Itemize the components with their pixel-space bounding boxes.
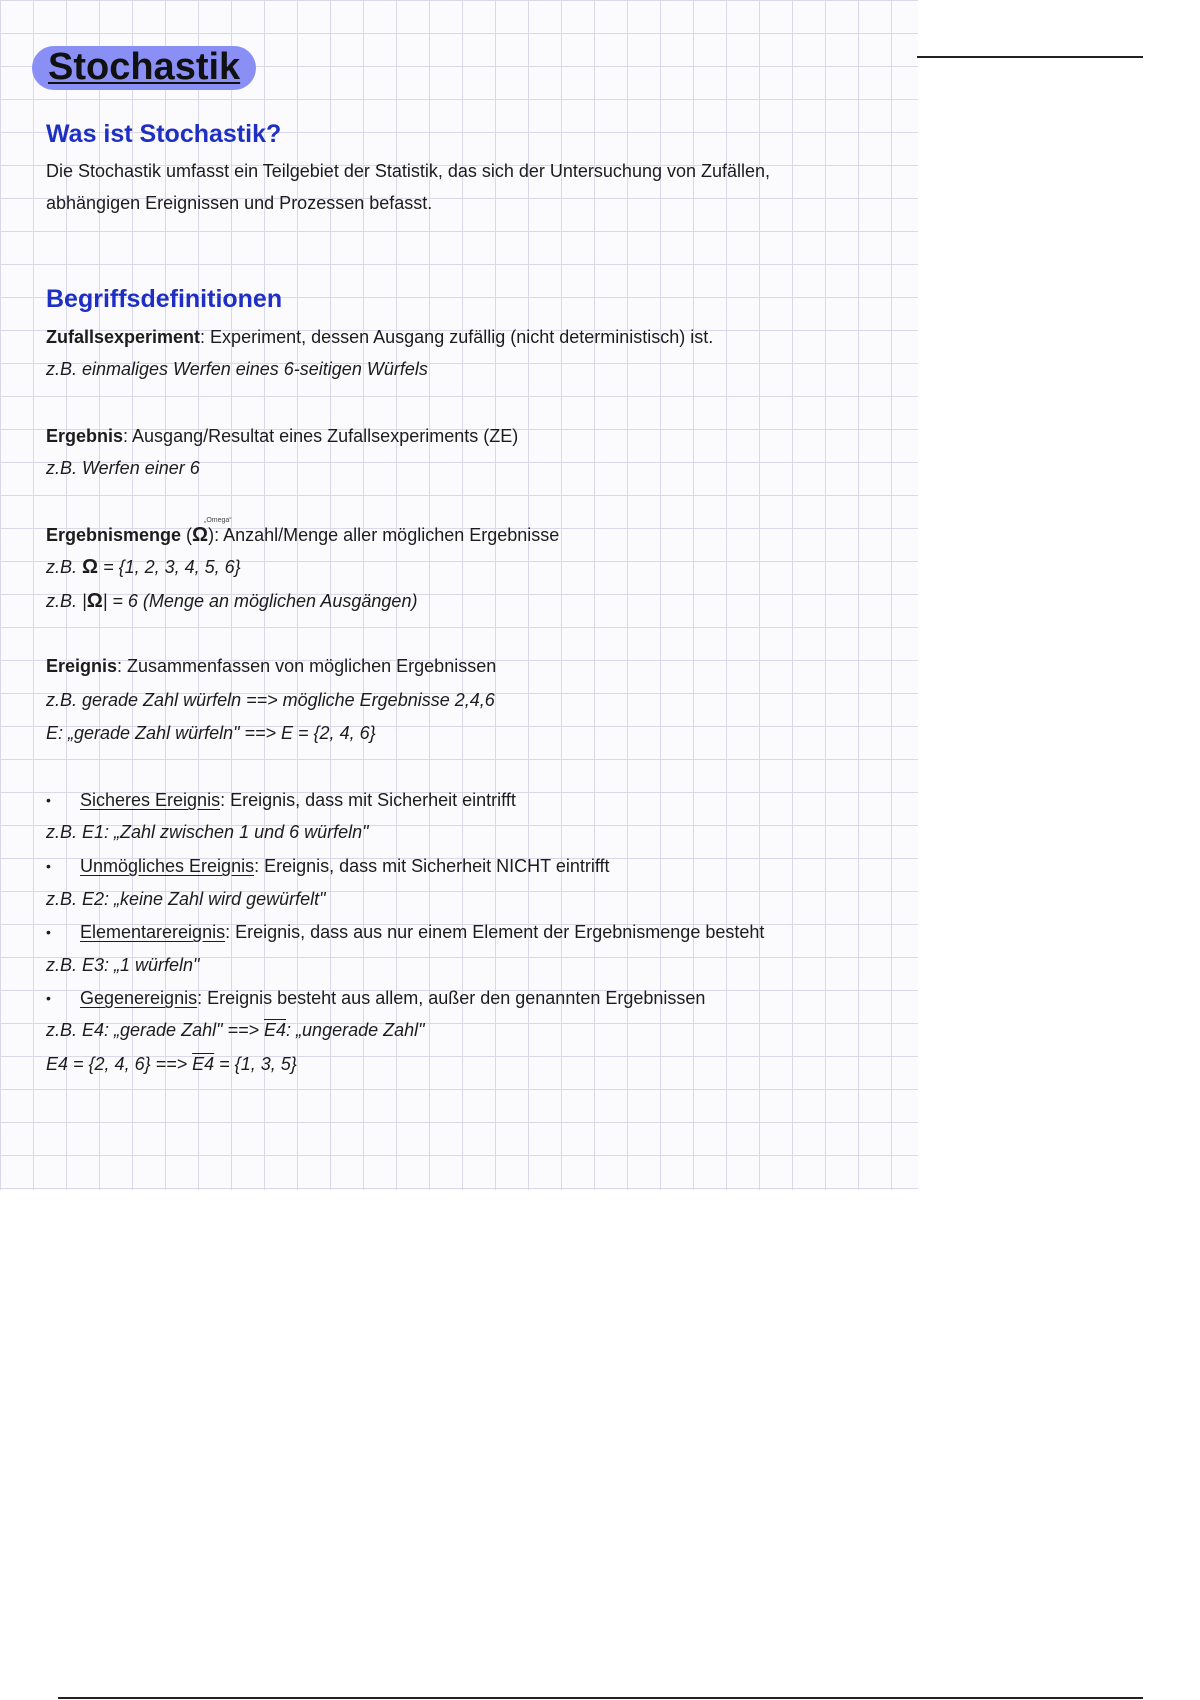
bottom-rule (58, 1697, 1143, 1699)
example-suffix: | = 6 (Menge an möglichen Ausgängen) (102, 591, 418, 611)
term-ergebnismenge: Ergebnismenge (46, 525, 182, 545)
term-sicheres-ereignis: Sicheres Ereignis (80, 790, 221, 810)
def-ereignis (46, 655, 496, 677)
example-prefix: E4 = {2, 4, 6} ==> (46, 1054, 193, 1074)
bullet-symbol: • (46, 858, 51, 874)
term-gegenereignis: Gegenereignis (80, 988, 198, 1008)
example-gegenereignis-1 (46, 1019, 425, 1041)
example-prefix: z.B. | (46, 591, 87, 611)
example-ergebnismenge-1 (46, 556, 241, 578)
example-gegenereignis-2 (46, 1053, 297, 1075)
example-zufallsexperiment: z.B. einmaliges Werfen eines 6-seitigen Würfels (46, 359, 428, 379)
page-title: Stochastik (32, 46, 256, 90)
term-zufallsexperiment: Zufallsexperiment (46, 327, 201, 347)
def-text: : Ereignis besteht aus allem, außer den genannten Ergebnissen (197, 988, 706, 1008)
example-elementarereignis: z.B. E3: „1 würfeln" (46, 955, 200, 975)
term-ereignis: Ereignis (46, 656, 118, 676)
example-suffix: : „ungerade Zahl" (286, 1020, 425, 1040)
intro-line-2: abhängigen Ereignissen und Prozessen befasst. (46, 193, 433, 213)
example-ergebnismenge-2 (46, 590, 417, 612)
bullet-text (80, 855, 610, 877)
bullet-text (80, 921, 764, 943)
paren-open: ( (181, 525, 193, 545)
def-ergebnismenge (46, 517, 560, 546)
example-ereignis-2: E: „gerade Zahl würfeln" ==> E = {2, 4, 6} (46, 723, 376, 743)
intro-line-1: Die Stochastik umfasst ein Teilgebiet der Statistik, das sich der Untersuchung von Zufällen, (46, 161, 771, 181)
example-ereignis-1: z.B. gerade Zahl würfeln ==> mögliche Ergebnisse 2,4,6 (46, 690, 495, 710)
example-ergebnis: z.B. Werfen einer 6 (46, 458, 200, 478)
complement-event: E4 (192, 1054, 215, 1074)
complement-event: E4 (264, 1020, 287, 1040)
top-rule (917, 56, 1143, 58)
example-suffix: = {1, 2, 3, 4, 5, 6} (98, 557, 241, 577)
def-text: : Ausgang/Resultat eines Zufallsexperiments (ZE) (123, 426, 519, 446)
def-text: : Zusammenfassen von möglichen Ergebnissen (117, 656, 497, 676)
example-prefix: z.B. E4: „gerade Zahl" ==> (46, 1020, 265, 1040)
omega-symbol: Ω (192, 524, 209, 546)
example-prefix: z.B. (46, 557, 83, 577)
example-suffix: = {1, 3, 5} (214, 1054, 297, 1074)
term-unmoegliches-ereignis: Unmögliches Ereignis (80, 856, 255, 876)
def-ergebnis (46, 425, 518, 447)
omega-annotation: „Omega“ (204, 517, 232, 524)
omega-symbol: Ω (86, 590, 103, 612)
def-text: ): Anzahl/Menge aller möglichen Ergebnisse (208, 525, 560, 545)
bullet-symbol: • (46, 924, 51, 940)
example-unmoegliches-ereignis: z.B. E2: „keine Zahl wird gewürfelt" (46, 889, 326, 909)
omega-symbol: Ω (82, 556, 99, 578)
def-text: : Ereignis, dass aus nur einem Element der Ergebnismenge besteht (225, 922, 765, 942)
example-sicheres-ereignis: z.B. E1: „Zahl zwischen 1 und 6 würfeln" (46, 822, 369, 842)
bullet-text (80, 789, 516, 811)
bullet-symbol: • (46, 792, 51, 808)
bullet-symbol: • (46, 990, 51, 1006)
heading-begriffsdefinitionen: Begriffsdefinitionen (46, 285, 283, 313)
term-ergebnis: Ergebnis (46, 426, 124, 446)
def-zufallsexperiment (46, 326, 713, 348)
def-text: : Ereignis, dass mit Sicherheit eintrifft (220, 790, 516, 810)
bullet-text (80, 987, 705, 1009)
def-text: : Ereignis, dass mit Sicherheit NICHT eintrifft (254, 856, 610, 876)
def-text: : Experiment, dessen Ausgang zufällig (nicht deterministisch) ist. (200, 327, 714, 347)
term-elementarereignis: Elementarereignis (80, 922, 226, 942)
heading-was-ist-stochastik: Was ist Stochastik? (46, 120, 282, 148)
